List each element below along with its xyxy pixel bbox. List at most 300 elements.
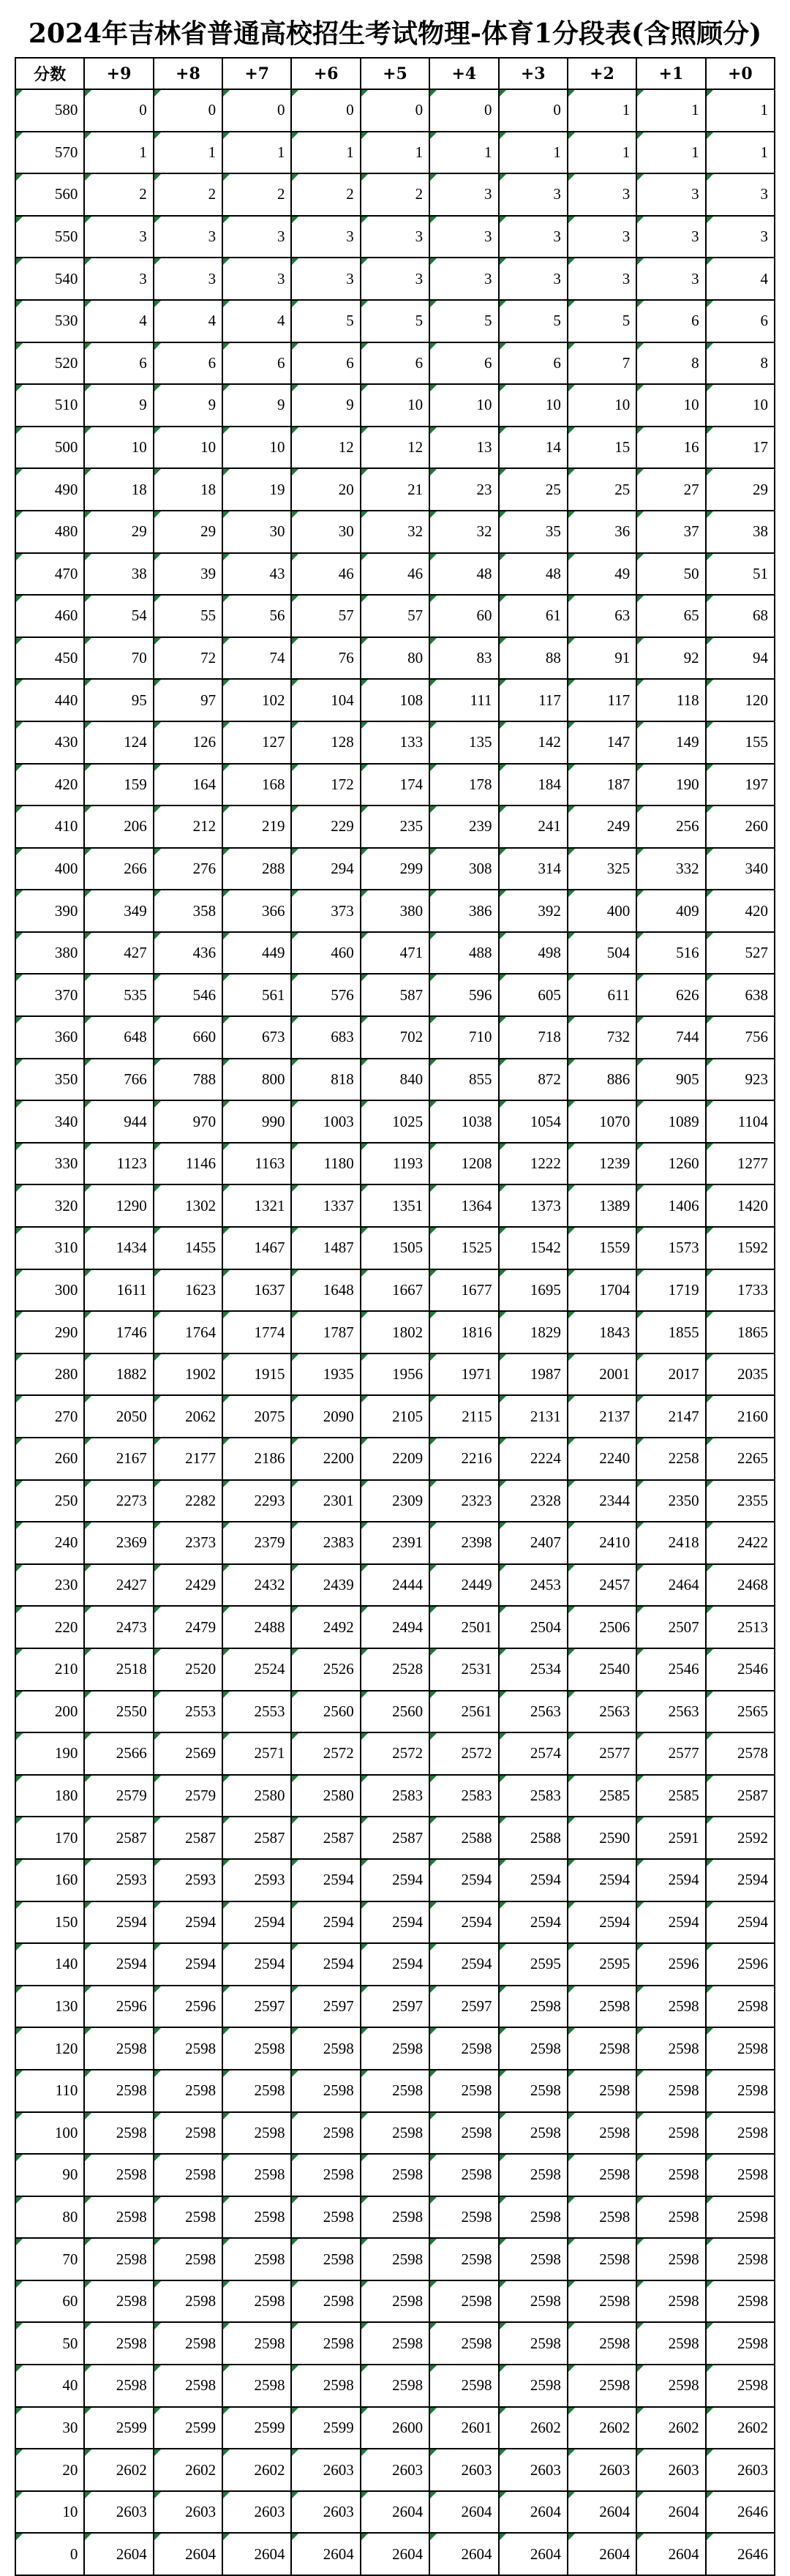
cumulative-count-cell: 2050: [84, 1395, 153, 1438]
cumulative-count-cell: 3: [291, 258, 360, 300]
cumulative-count-cell: 6: [291, 342, 360, 385]
cumulative-count-cell: 2598: [568, 2238, 636, 2280]
column-header-offset: +6: [291, 58, 360, 89]
cumulative-count-cell: 212: [154, 806, 222, 848]
cumulative-count-cell: 2: [291, 173, 360, 216]
cumulative-count-cell: 1302: [154, 1184, 222, 1227]
cumulative-count-cell: 2595: [499, 1943, 568, 1986]
cumulative-count-cell: 3: [499, 216, 568, 258]
cumulative-count-cell: 1487: [291, 1227, 360, 1269]
cumulative-count-cell: 1667: [361, 1269, 429, 1312]
cumulative-count-cell: 905: [636, 1059, 705, 1101]
cumulative-count-cell: 0: [361, 89, 429, 132]
cumulative-count-cell: 142: [499, 721, 568, 764]
table-row: [15, 1269, 775, 1312]
cumulative-count-cell: 12: [361, 427, 429, 469]
cumulative-count-cell: 2379: [222, 1522, 291, 1564]
cumulative-count-cell: 2598: [568, 2112, 636, 2155]
table-row: [15, 173, 775, 216]
table-row: [15, 2407, 775, 2449]
table-row: [15, 2322, 775, 2365]
cumulative-count-cell: 2601: [429, 2407, 498, 2449]
cumulative-count-cell: 2587: [706, 1775, 775, 1817]
table-row: [15, 1732, 775, 1775]
score-cell: 520: [15, 342, 84, 385]
cumulative-count-cell: 1843: [568, 1311, 636, 1353]
score-cell: 10: [15, 2491, 84, 2534]
cumulative-count-cell: 1222: [499, 1143, 568, 1185]
score-cell: 260: [15, 1438, 84, 1480]
cumulative-count-cell: 2598: [636, 2365, 705, 2407]
cumulative-count-cell: 2598: [361, 2112, 429, 2155]
cumulative-count-cell: 2594: [706, 1859, 775, 1901]
score-cell: 190: [15, 1732, 84, 1775]
score-cell: 220: [15, 1606, 84, 1648]
cumulative-count-cell: 2598: [222, 2365, 291, 2407]
cumulative-count-cell: 128: [291, 721, 360, 764]
cumulative-count-cell: 840: [361, 1059, 429, 1101]
cumulative-count-cell: 2598: [429, 2027, 498, 2070]
cumulative-count-cell: 2598: [222, 2322, 291, 2365]
cumulative-count-cell: 120: [706, 679, 775, 721]
cumulative-count-cell: 2473: [84, 1606, 153, 1648]
cumulative-count-cell: 340: [706, 848, 775, 890]
cumulative-count-cell: 76: [291, 637, 360, 680]
cumulative-count-cell: 2602: [706, 2407, 775, 2449]
score-cell: 460: [15, 595, 84, 637]
table-row: [15, 1522, 775, 1564]
score-cell: 330: [15, 1143, 84, 1185]
cumulative-count-cell: 83: [429, 637, 498, 680]
cumulative-count-cell: 1611: [84, 1269, 153, 1312]
cumulative-count-cell: 2583: [429, 1775, 498, 1817]
cumulative-count-cell: 638: [706, 974, 775, 1016]
cumulative-count-cell: 102: [222, 679, 291, 721]
score-cell: 40: [15, 2365, 84, 2407]
cumulative-count-cell: 683: [291, 1016, 360, 1059]
cumulative-count-cell: 2598: [291, 2365, 360, 2407]
cumulative-count-cell: 673: [222, 1016, 291, 1059]
cumulative-count-cell: 2603: [84, 2491, 153, 2534]
cumulative-count-cell: 2598: [291, 2238, 360, 2280]
cumulative-count-cell: 2546: [636, 1648, 705, 1691]
cumulative-count-cell: 2258: [636, 1438, 705, 1480]
score-cell: 110: [15, 2070, 84, 2112]
cumulative-count-cell: 2598: [222, 2027, 291, 2070]
table-row: [15, 1943, 775, 1986]
cumulative-count-cell: 2550: [84, 1691, 153, 1733]
table-row: [15, 2027, 775, 2070]
cumulative-count-cell: 10: [222, 427, 291, 469]
table-row: [15, 384, 775, 427]
score-cell: 150: [15, 1901, 84, 1944]
column-header-offset: +9: [84, 58, 153, 89]
score-cell: 120: [15, 2027, 84, 2070]
cumulative-count-cell: 6: [429, 342, 498, 385]
cumulative-count-cell: 2518: [84, 1648, 153, 1691]
cumulative-count-cell: 168: [222, 764, 291, 806]
cumulative-count-cell: 14: [499, 427, 568, 469]
cumulative-count-cell: 2598: [636, 2154, 705, 2196]
cumulative-count-cell: 235: [361, 806, 429, 848]
score-cell: 210: [15, 1648, 84, 1691]
cumulative-count-cell: 2598: [291, 2112, 360, 2155]
cumulative-count-cell: 2604: [499, 2491, 568, 2534]
cumulative-count-cell: 63: [568, 595, 636, 637]
cumulative-count-cell: 2598: [154, 2154, 222, 2196]
cumulative-count-cell: 2579: [84, 1775, 153, 1817]
cumulative-count-cell: 2593: [154, 1859, 222, 1901]
cumulative-count-cell: 2282: [154, 1480, 222, 1522]
table-row: [15, 342, 775, 385]
cumulative-count-cell: 2507: [636, 1606, 705, 1648]
score-cell: 500: [15, 427, 84, 469]
column-header-offset: +1: [636, 58, 705, 89]
cumulative-count-cell: 2578: [706, 1732, 775, 1775]
cumulative-count-cell: 1956: [361, 1353, 429, 1396]
table-row: [15, 637, 775, 680]
cumulative-count-cell: 2: [222, 173, 291, 216]
cumulative-count-cell: 3: [568, 216, 636, 258]
cumulative-count-cell: 2598: [84, 2196, 153, 2239]
table-row: [15, 595, 775, 637]
cumulative-count-cell: 1180: [291, 1143, 360, 1185]
cumulative-count-cell: 1935: [291, 1353, 360, 1396]
table-row: [15, 1143, 775, 1185]
cumulative-count-cell: 2598: [706, 1986, 775, 2028]
cumulative-count-cell: 2603: [568, 2449, 636, 2491]
table-row: [15, 2070, 775, 2112]
cumulative-count-cell: 1719: [636, 1269, 705, 1312]
cumulative-count-cell: 56: [222, 595, 291, 637]
cumulative-count-cell: 36: [568, 511, 636, 553]
score-cell: 480: [15, 511, 84, 553]
cumulative-count-cell: 2590: [568, 1817, 636, 1859]
cumulative-count-cell: 2598: [84, 2112, 153, 2155]
table-row: [15, 89, 775, 132]
cumulative-count-cell: 1882: [84, 1353, 153, 1396]
cumulative-count-cell: 1146: [154, 1143, 222, 1185]
cumulative-count-cell: 5: [361, 300, 429, 342]
cumulative-count-cell: 2598: [636, 2238, 705, 2280]
cumulative-count-cell: 288: [222, 848, 291, 890]
cumulative-count-cell: 2: [154, 173, 222, 216]
cumulative-count-cell: 32: [361, 511, 429, 553]
cumulative-count-cell: 3: [706, 173, 775, 216]
cumulative-count-cell: 2603: [499, 2449, 568, 2491]
cumulative-count-cell: 1829: [499, 1311, 568, 1353]
cumulative-count-cell: 2598: [568, 2154, 636, 2196]
cumulative-count-cell: 2383: [291, 1522, 360, 1564]
table-row: [15, 2449, 775, 2491]
table-row: [15, 2154, 775, 2196]
cumulative-count-cell: 10: [361, 384, 429, 427]
cumulative-count-cell: 471: [361, 932, 429, 975]
cumulative-count-cell: 4: [222, 300, 291, 342]
cumulative-count-cell: 2369: [84, 1522, 153, 1564]
cumulative-count-cell: 10: [636, 384, 705, 427]
cumulative-count-cell: 2585: [636, 1775, 705, 1817]
cumulative-count-cell: 2594: [222, 1901, 291, 1944]
cumulative-count-cell: 498: [499, 932, 568, 975]
cumulative-count-cell: 51: [706, 553, 775, 596]
cumulative-count-cell: 2603: [222, 2491, 291, 2534]
cumulative-count-cell: 744: [636, 1016, 705, 1059]
cumulative-count-cell: 6: [499, 342, 568, 385]
cumulative-count-cell: 1364: [429, 1184, 498, 1227]
score-cell: 300: [15, 1269, 84, 1312]
cumulative-count-cell: 2583: [499, 1775, 568, 1817]
cumulative-count-cell: 80: [361, 637, 429, 680]
cumulative-count-cell: 2604: [429, 2491, 498, 2534]
cumulative-count-cell: 118: [636, 679, 705, 721]
cumulative-count-cell: 1865: [706, 1311, 775, 1353]
cumulative-count-cell: 184: [499, 764, 568, 806]
cumulative-count-cell: 1070: [568, 1100, 636, 1143]
score-cell: 410: [15, 806, 84, 848]
cumulative-count-cell: 2603: [154, 2491, 222, 2534]
cumulative-count-cell: 2598: [636, 2280, 705, 2323]
cumulative-count-cell: 2604: [429, 2533, 498, 2575]
cumulative-count-cell: 2596: [84, 1986, 153, 2028]
cumulative-count-cell: 1525: [429, 1227, 498, 1269]
cumulative-count-cell: 21: [361, 468, 429, 511]
score-cell: 280: [15, 1353, 84, 1396]
score-cell: 510: [15, 384, 84, 427]
cumulative-count-cell: 2209: [361, 1438, 429, 1480]
score-cell: 180: [15, 1775, 84, 1817]
table-row: [15, 721, 775, 764]
cumulative-count-cell: 2577: [568, 1732, 636, 1775]
cumulative-count-cell: 2090: [291, 1395, 360, 1438]
cumulative-count-cell: 2598: [706, 2196, 775, 2239]
cumulative-count-cell: 2598: [291, 2196, 360, 2239]
cumulative-count-cell: 1351: [361, 1184, 429, 1227]
cumulative-count-cell: 2453: [499, 1564, 568, 1607]
cumulative-count-cell: 1: [636, 132, 705, 174]
cumulative-count-cell: 2553: [154, 1691, 222, 1733]
cumulative-count-cell: 2598: [154, 2238, 222, 2280]
cumulative-count-cell: 2597: [222, 1986, 291, 2028]
cumulative-count-cell: 1321: [222, 1184, 291, 1227]
cumulative-count-cell: 2598: [84, 2365, 153, 2407]
cumulative-count-cell: 2598: [636, 2112, 705, 2155]
score-cell: 140: [15, 1943, 84, 1986]
cumulative-count-cell: 164: [154, 764, 222, 806]
cumulative-count-cell: 70: [84, 637, 153, 680]
cumulative-count-cell: 2594: [568, 1901, 636, 1944]
score-cell: 80: [15, 2196, 84, 2239]
cumulative-count-cell: 9: [222, 384, 291, 427]
cumulative-count-cell: 488: [429, 932, 498, 975]
cumulative-count-cell: 718: [499, 1016, 568, 1059]
score-cell: 130: [15, 1986, 84, 2028]
score-cell: 20: [15, 2449, 84, 2491]
cumulative-count-cell: 88: [499, 637, 568, 680]
cumulative-count-cell: 2646: [706, 2533, 775, 2575]
cumulative-count-cell: 2407: [499, 1522, 568, 1564]
column-header-offset: +5: [361, 58, 429, 89]
cumulative-count-cell: 2167: [84, 1438, 153, 1480]
cumulative-count-cell: 2422: [706, 1522, 775, 1564]
cumulative-count-cell: 800: [222, 1059, 291, 1101]
cumulative-count-cell: 2513: [706, 1606, 775, 1648]
cumulative-count-cell: 3: [706, 216, 775, 258]
table-body: [15, 89, 775, 2575]
score-cell: 400: [15, 848, 84, 890]
score-cell: 540: [15, 258, 84, 300]
cumulative-count-cell: 3: [636, 173, 705, 216]
cumulative-count-cell: 20: [291, 468, 360, 511]
cumulative-count-cell: 2594: [361, 1943, 429, 1986]
cumulative-count-cell: 2265: [706, 1438, 775, 1480]
cumulative-count-cell: 2: [84, 173, 153, 216]
cumulative-count-cell: 2137: [568, 1395, 636, 1438]
cumulative-count-cell: 732: [568, 1016, 636, 1059]
table-row: [15, 216, 775, 258]
score-cell: 320: [15, 1184, 84, 1227]
cumulative-count-cell: 818: [291, 1059, 360, 1101]
cumulative-count-cell: 190: [636, 764, 705, 806]
score-cell: 490: [15, 468, 84, 511]
cumulative-count-cell: 229: [291, 806, 360, 848]
score-cell: 530: [15, 300, 84, 342]
cumulative-count-cell: 2598: [154, 2322, 222, 2365]
cumulative-count-cell: 3: [154, 216, 222, 258]
cumulative-count-cell: 2597: [429, 1986, 498, 2028]
cumulative-count-cell: 2574: [499, 1732, 568, 1775]
cumulative-count-cell: 206: [84, 806, 153, 848]
cumulative-count-cell: 1559: [568, 1227, 636, 1269]
score-cell: 250: [15, 1480, 84, 1522]
cumulative-count-cell: 2603: [636, 2449, 705, 2491]
cumulative-count-cell: 2429: [154, 1564, 222, 1607]
table-row: [15, 890, 775, 932]
cumulative-count-cell: 2224: [499, 1438, 568, 1480]
cumulative-count-cell: 970: [154, 1100, 222, 1143]
column-header-offset: +0: [706, 58, 775, 89]
cumulative-count-cell: 49: [568, 553, 636, 596]
cumulative-count-cell: 18: [84, 468, 153, 511]
table-row: [15, 1184, 775, 1227]
cumulative-count-cell: 702: [361, 1016, 429, 1059]
cumulative-count-cell: 2598: [154, 2070, 222, 2112]
cumulative-count-cell: 2604: [84, 2533, 153, 2575]
table-row: [15, 764, 775, 806]
cumulative-count-cell: 2598: [154, 2365, 222, 2407]
score-cell: 550: [15, 216, 84, 258]
cumulative-count-cell: 1337: [291, 1184, 360, 1227]
cumulative-count-cell: 325: [568, 848, 636, 890]
cumulative-count-cell: 2598: [154, 2280, 222, 2323]
cumulative-count-cell: 349: [84, 890, 153, 932]
cumulative-count-cell: 2598: [429, 2322, 498, 2365]
cumulative-count-cell: 38: [706, 511, 775, 553]
cumulative-count-cell: 197: [706, 764, 775, 806]
score-cell: 380: [15, 932, 84, 975]
cumulative-count-cell: 2534: [499, 1648, 568, 1691]
cumulative-count-cell: 3: [222, 216, 291, 258]
cumulative-count-cell: 2147: [636, 1395, 705, 1438]
cumulative-count-cell: 1260: [636, 1143, 705, 1185]
cumulative-count-cell: 2560: [361, 1691, 429, 1733]
cumulative-count-cell: 2598: [361, 2027, 429, 2070]
cumulative-count-cell: 57: [361, 595, 429, 637]
cumulative-count-cell: 2457: [568, 1564, 636, 1607]
cumulative-count-cell: 2594: [499, 1901, 568, 1944]
cumulative-count-cell: 626: [636, 974, 705, 1016]
cumulative-count-cell: 60: [429, 595, 498, 637]
cumulative-count-cell: 19: [222, 468, 291, 511]
cumulative-count-cell: 9: [154, 384, 222, 427]
cumulative-count-cell: 38: [84, 553, 153, 596]
score-cell: 160: [15, 1859, 84, 1901]
cumulative-count-cell: 2598: [84, 2280, 153, 2323]
cumulative-count-cell: 1: [706, 89, 775, 132]
table-row: [15, 1353, 775, 1396]
cumulative-count-cell: 2598: [636, 1986, 705, 2028]
cumulative-count-cell: 2599: [84, 2407, 153, 2449]
cumulative-count-cell: 25: [499, 468, 568, 511]
cumulative-count-cell: 3: [429, 173, 498, 216]
cumulative-count-cell: 9: [291, 384, 360, 427]
score-cell: 90: [15, 2154, 84, 2196]
cumulative-count-cell: 2594: [361, 1859, 429, 1901]
cumulative-count-cell: 48: [499, 553, 568, 596]
cumulative-count-cell: 2598: [222, 2112, 291, 2155]
cumulative-count-cell: 133: [361, 721, 429, 764]
cumulative-count-cell: 2597: [361, 1986, 429, 2028]
cumulative-count-cell: 1915: [222, 1353, 291, 1396]
cumulative-count-cell: 2598: [154, 2027, 222, 2070]
cumulative-count-cell: 2598: [84, 2238, 153, 2280]
cumulative-count-cell: 2594: [429, 1859, 498, 1901]
cumulative-count-cell: 37: [636, 511, 705, 553]
cumulative-count-cell: 409: [636, 890, 705, 932]
cumulative-count-cell: 172: [291, 764, 360, 806]
table-row: [15, 1100, 775, 1143]
table-row: [15, 932, 775, 975]
cumulative-count-cell: 187: [568, 764, 636, 806]
cumulative-count-cell: 61: [499, 595, 568, 637]
cumulative-count-cell: 2598: [706, 2322, 775, 2365]
cumulative-count-cell: 2595: [568, 1943, 636, 1986]
cumulative-count-cell: 2427: [84, 1564, 153, 1607]
column-header-offset: +2: [568, 58, 636, 89]
cumulative-count-cell: 2432: [222, 1564, 291, 1607]
cumulative-count-cell: 2598: [568, 1986, 636, 2028]
table-row: [15, 1059, 775, 1101]
cumulative-count-cell: 1089: [636, 1100, 705, 1143]
cumulative-count-cell: 1: [84, 132, 153, 174]
cumulative-count-cell: 266: [84, 848, 153, 890]
cumulative-count-cell: 127: [222, 721, 291, 764]
cumulative-count-cell: 400: [568, 890, 636, 932]
cumulative-count-cell: 605: [499, 974, 568, 1016]
table-row: [15, 511, 775, 553]
cumulative-count-cell: 3: [361, 258, 429, 300]
cumulative-count-cell: 2531: [429, 1648, 498, 1691]
cumulative-count-cell: 159: [84, 764, 153, 806]
table-row: [15, 1480, 775, 1522]
cumulative-count-cell: 1406: [636, 1184, 705, 1227]
score-cell: 60: [15, 2280, 84, 2323]
cumulative-count-cell: 2598: [429, 2154, 498, 2196]
cumulative-count-cell: 2594: [84, 1901, 153, 1944]
cumulative-count-cell: 2598: [499, 1986, 568, 2028]
cumulative-count-cell: 2216: [429, 1438, 498, 1480]
cumulative-count-cell: 2594: [636, 1859, 705, 1901]
